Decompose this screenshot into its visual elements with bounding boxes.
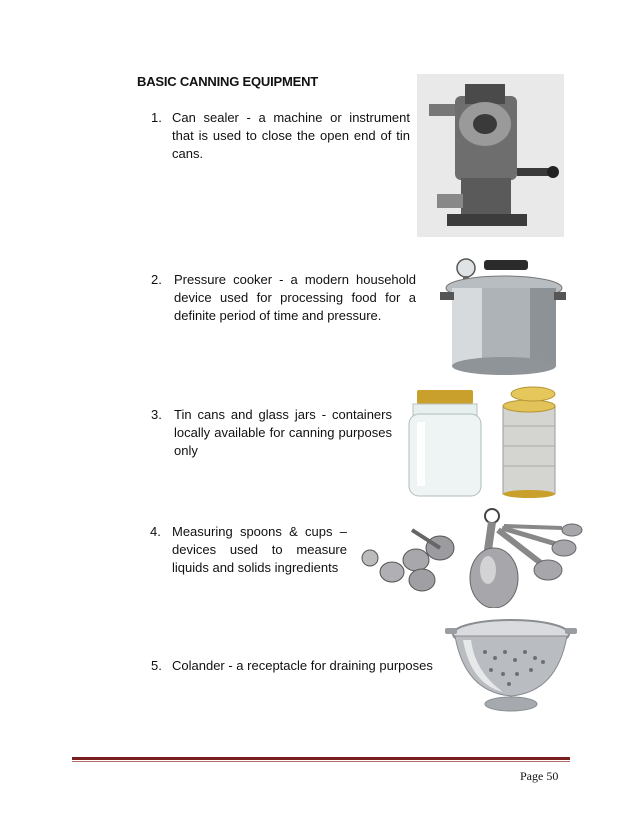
- pressure-cooker-photo: [438, 254, 568, 380]
- item-number: 1.: [151, 110, 162, 125]
- item-text: Measuring spoons & cups – devices used to measure liquids and solids ingredients: [172, 524, 347, 575]
- list-item-pressure-cooker: [151, 271, 416, 329]
- item-text: Pressure cooker - a modern household device used for processing food for a definite period of time and pressure.: [174, 272, 416, 323]
- item-number: 5.: [151, 658, 162, 673]
- item-text: Tin cans and glass jars - containers locally available for canning purposes only: [174, 407, 392, 458]
- footer-rule-thin: [72, 761, 570, 762]
- can-sealer-photo: [417, 74, 564, 237]
- item-number: 4.: [150, 524, 161, 539]
- item-number: 2.: [151, 272, 162, 287]
- item-text: Colander - a receptacle for draining purposes: [172, 658, 433, 673]
- tin-can-and-glass-jar-photo: [403, 386, 565, 498]
- list-item-can-sealer: [151, 109, 411, 161]
- list-item-measuring-spoons: [150, 523, 347, 581]
- colander-photo: [445, 612, 577, 716]
- page-number: Page 50: [520, 769, 559, 783]
- page-heading: BASIC CANNING EQUIPMENT: [137, 74, 319, 89]
- item-text: Can sealer - a machine or instrument that is used to close the open end of tin cans.: [172, 110, 410, 161]
- measuring-spoons-cups-photo: [352, 508, 590, 608]
- footer-rule: [72, 757, 570, 760]
- item-number: 3.: [151, 407, 162, 422]
- list-item-tin-cans-jars: [151, 406, 392, 464]
- list-item-colander: [151, 657, 436, 677]
